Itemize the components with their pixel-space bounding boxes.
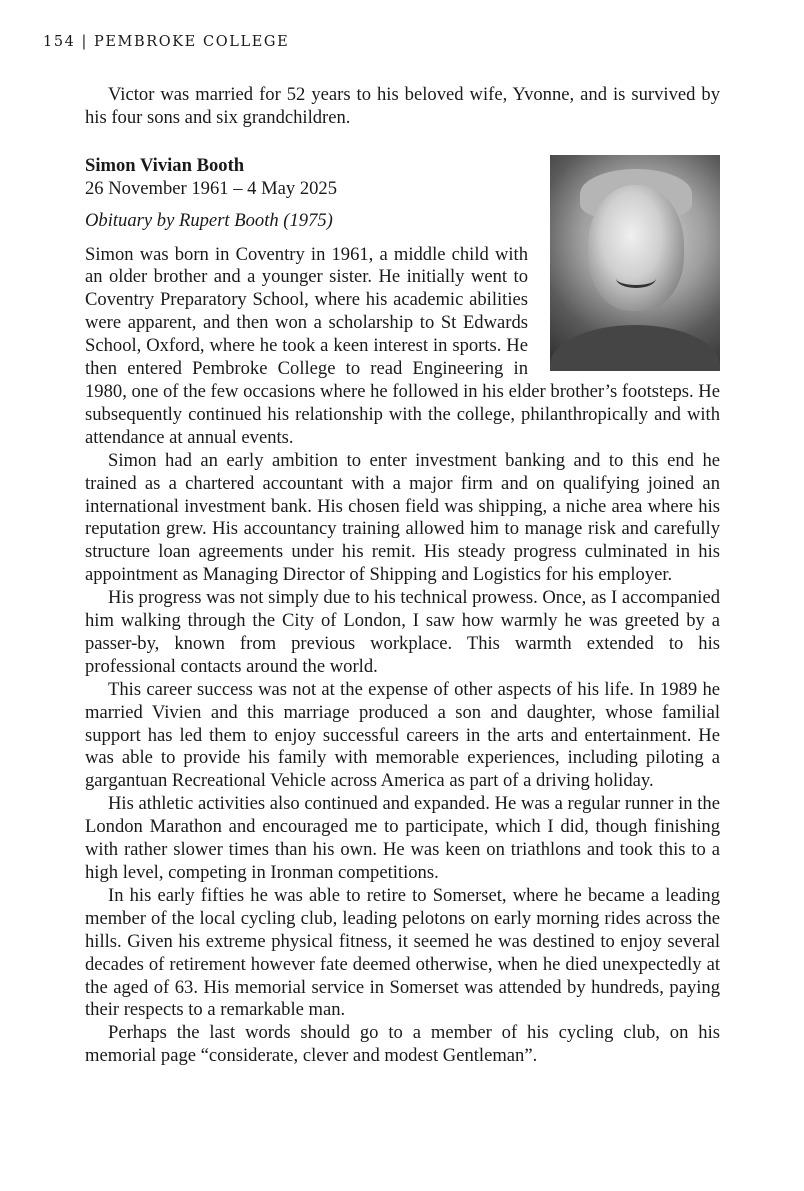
obituary-paragraph: In his early fifties he was able to retire to Somerset, where he became a leading member of the local cycling club, leading pelotons on early morning rides across the hills. Given his extreme physical fitness, it seemed he was destined to enjoy several decades of retirement however fate deemed otherwise, when he died unexpectedly at the aged of 63. His memorial service in Somerset was attended by hundreds, paying their respects to a remarkable man. (85, 884, 720, 1021)
obituary-paragraph: His progress was not simply due to his technical prowess. Once, as I accompanied him walking through the City of London, I saw how warmly he was greeted by a passer-by, known from previous workplace. This warmth extended to his professional contacts around the world. (85, 587, 720, 677)
photo-shoulders (550, 325, 720, 371)
page-body (85, 84, 720, 1068)
intro-paragraph: Victor was married for 52 years to his beloved wife, Yvonne, and is survived by his four sons and six grandchildren. (85, 84, 720, 128)
obituary-paragraph: His athletic activities also continued and expanded. He was a regular runner in the London Marathon and encouraged me to participate, which I did, though finishing with rather slower times than his own. He was keen on triathlons and took this to a high level, competing in Ironman competitions. (85, 793, 720, 883)
running-header (43, 32, 289, 52)
obituary-paragraph: Simon had an early ambition to enter investment banking and to this end he trained as a chartered accountant with a major firm and on qualifying joined an international investment bank. His chosen field was shipping, a niche area where his reputation grew. His accountancy training allowed him to manage risk and carefully structure loan agreements under his remit. His steady progress culminated in his appointment as Managing Director of Shipping and Logistics for his employer. (85, 449, 720, 586)
obituary-dates: 26 November 1961 – 4 May 2025 (85, 177, 338, 199)
obituary-name: Simon Vivian Booth (85, 154, 245, 176)
page-number: 154 (43, 34, 76, 50)
photo-smile (616, 269, 656, 288)
portrait-photo (550, 155, 720, 371)
running-title: PEMBROKE COLLEGE (93, 34, 290, 50)
header-separator: | (81, 34, 88, 50)
obituary-paragraph: Perhaps the last words should go to a member of his cycling club, on his memorial page “considerate, clever and modest Gentleman”. (85, 1022, 720, 1067)
obituary-paragraph: Simon was born in Coventry in 1961, a middle child with an older brother and a younger sister. He initially went to Coventry Preparatory School, where his academic abilities were apparent, and then won a scholarship to St Edwards School, Oxford, where he took a keen interest in sports. He then entered Pembroke College to read Engineering in 1980, one of the few occasions where he followed in his elder brother’s footsteps. He subsequently continued his relationship with the college, philanthropically and with attendance at annual events. (85, 243, 720, 448)
photo-face (588, 185, 684, 311)
obituary-byline: Obituary by Rupert Booth (1975) (85, 209, 333, 231)
obituary-paragraph: This career success was not at the expense of other aspects of his life. In 1989 he married Vivien and this marriage produced a son and daughter, whose familial support has led them to enjoy successful careers in the arts and entertainment. He was able to provide his family with memorable experiences, including piloting a gargantuan Recreational Vehicle across America as part of a driving holiday. (85, 678, 720, 792)
